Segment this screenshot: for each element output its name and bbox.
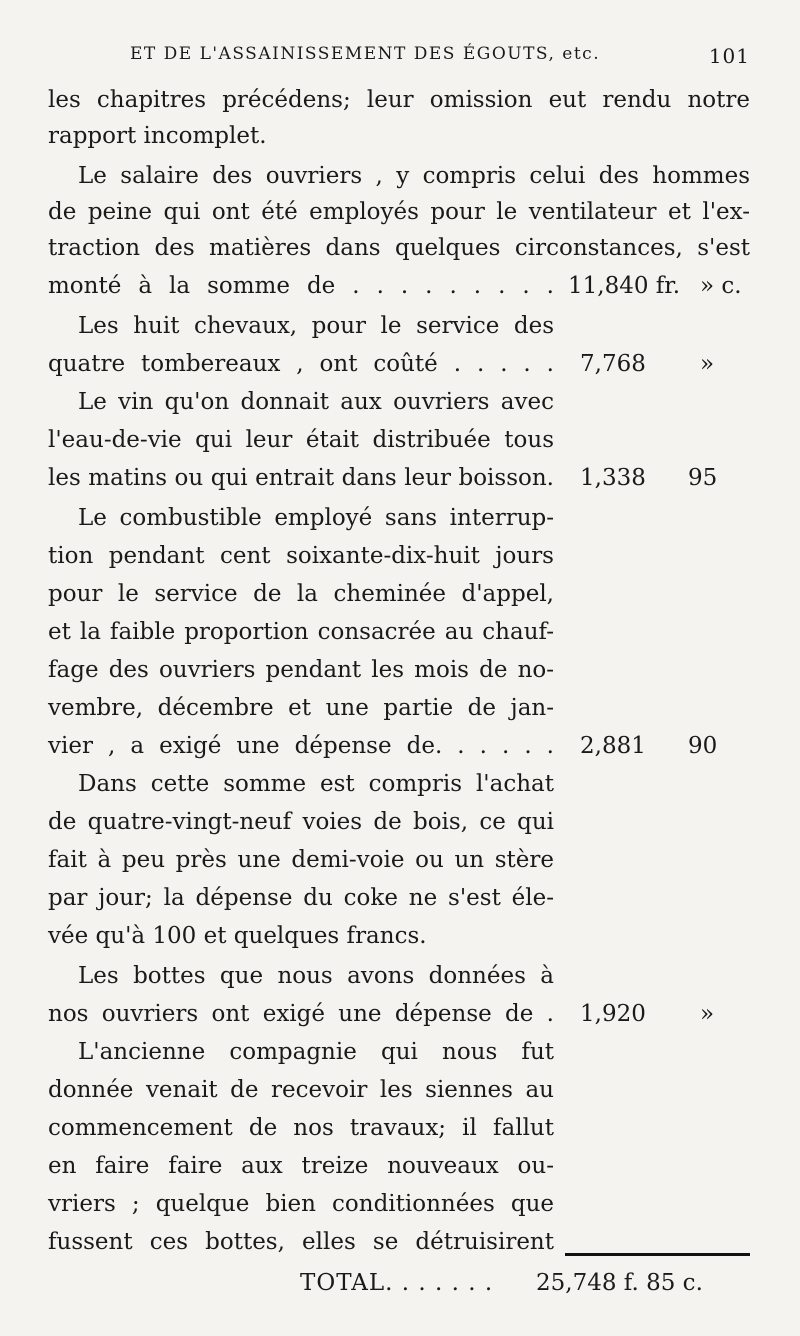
text-line: Les bottes que nous avons données à (78, 963, 554, 989)
text-line: traction des matières dans quelques circonstances, s'est (48, 235, 750, 261)
page-number: 101 (708, 44, 750, 68)
amount-centimes: 95 (688, 465, 718, 491)
text-line: fussent ces bottes, elles se détruisirent (48, 1229, 554, 1255)
text-line: de peine qui ont été employés pour le ventilateur et l'ex- (48, 199, 750, 225)
text-line: l'eau-de-vie qui leur était distribuée tous (48, 427, 554, 453)
amount-centimes: » c. (700, 273, 742, 299)
text-line: les matins ou qui entrait dans leur boisson. (48, 465, 554, 491)
text-line: fait à peu près une demi-voie ou un stère (48, 847, 554, 873)
text-line: pour le service de la cheminée d'appel, (48, 581, 554, 607)
running-title: ET DE L'ASSAINISSEMENT DES ÉGOUTS, etc. (130, 44, 601, 64)
text-line: quatre tombereaux , ont coûté . . . . . (48, 351, 554, 377)
amount-francs: 11,840 fr. (568, 273, 681, 299)
text-line: vembre, décembre et une partie de jan- (48, 695, 554, 721)
text-line: les chapitres précédens; leur omission eut rendu notre (48, 87, 750, 113)
text-line: vée qu'à 100 et quelques francs. (48, 923, 427, 949)
amount-francs: 2,881 (580, 733, 646, 759)
text-line: de quatre-vingt-neuf voies de bois, ce qui (48, 809, 554, 835)
text-line: par jour; la dépense du coke ne s'est éle- (48, 885, 554, 911)
total-value: 25,748 f. 85 c. (536, 1270, 703, 1296)
text-line: Le salaire des ouvriers , y compris celui des hommes (78, 163, 750, 189)
text-line: nos ouvriers ont exigé une dépense de . (48, 1001, 554, 1027)
total-label: TOTAL. . . . . . . (300, 1270, 494, 1296)
text-line: tion pendant cent soixante-dix-huit jours (48, 543, 554, 569)
running-header (130, 44, 750, 68)
text-line: L'ancienne compagnie qui nous fut (78, 1039, 554, 1065)
amount-centimes: » (700, 1001, 715, 1027)
text-line: rapport incomplet. (48, 123, 267, 149)
text-line: Le combustible employé sans interrup- (78, 505, 554, 531)
amount-francs: 7,768 (580, 351, 646, 377)
text-line: et la faible proportion consacrée au chauf- (48, 619, 554, 645)
text-line: Dans cette somme est compris l'achat (78, 771, 554, 797)
text-line: monté à la somme de . . . . . . . . . (48, 273, 554, 299)
text-line: fage des ouvriers pendant les mois de no- (48, 657, 554, 683)
text-line: en faire faire aux treize nouveaux ou- (48, 1153, 554, 1179)
text-line: commencement de nos travaux; il fallut (48, 1115, 554, 1141)
text-line: Les huit chevaux, pour le service des (78, 313, 554, 339)
amount-centimes: » (700, 351, 715, 377)
text-line: vier , a exigé une dépense de. . . . . . (48, 733, 554, 759)
amount-francs: 1,920 (580, 1001, 646, 1027)
text-line: vriers ; quelque bien conditionnées que (48, 1191, 554, 1217)
amount-francs: 1,338 (580, 465, 646, 491)
amount-centimes: 90 (688, 733, 718, 759)
text-line: donnée venait de recevoir les siennes au (48, 1077, 554, 1103)
total-rule (565, 1253, 750, 1256)
text-line: Le vin qu'on donnait aux ouvriers avec (78, 389, 554, 415)
